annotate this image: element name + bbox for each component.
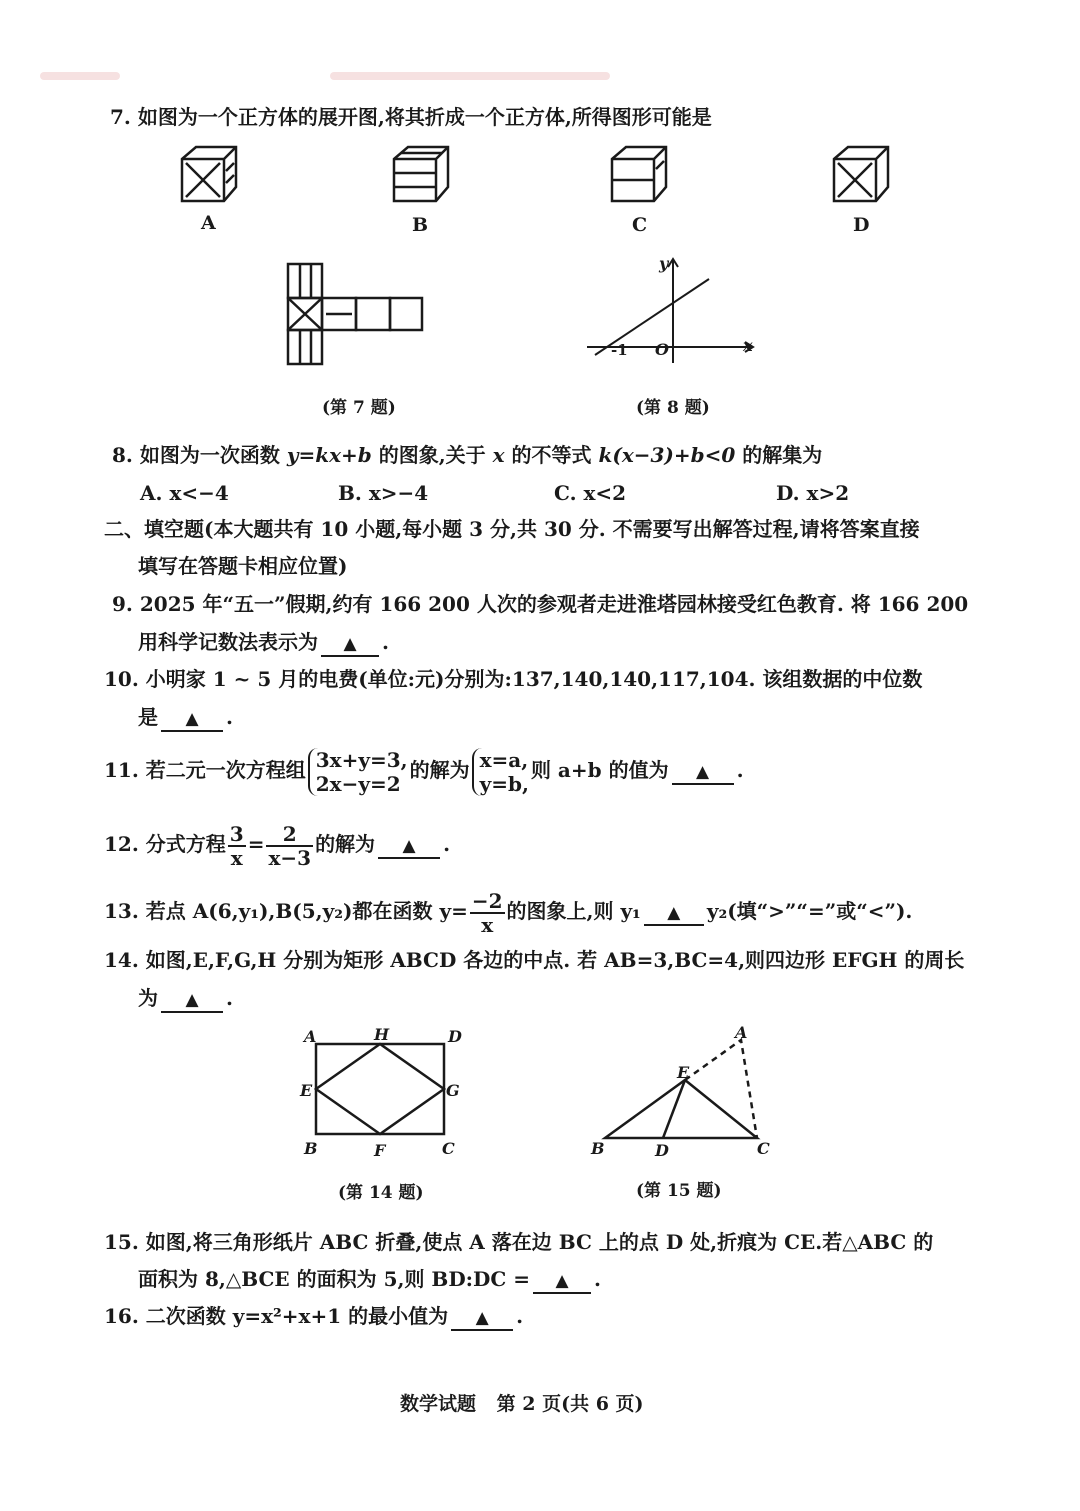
q15-label-c: C [757, 1139, 770, 1158]
q12-rhs-fraction [266, 823, 313, 869]
q12-lhs-den: x [230, 845, 243, 870]
q14-label-g: G [446, 1081, 460, 1100]
q7-cube-net [286, 262, 426, 366]
q15-end: . [594, 1267, 602, 1291]
q8-graph-x-label: x [743, 336, 753, 355]
q15-line1 [104, 1228, 933, 1256]
q14-label-b: B [304, 1139, 318, 1158]
q13-text-part: 的图象上,则 y₁ [506, 899, 641, 923]
q8-option-d: D. x>2 [776, 481, 850, 505]
section2-heading-cont: 填写在答题卡相应位置) [138, 554, 348, 578]
q15-number: 15. [104, 1230, 139, 1254]
q8-variable: x [492, 443, 505, 467]
q8-graph-y-label: y [659, 254, 669, 273]
q14-label-h: H [374, 1025, 390, 1044]
q12-lhs-num: 3 [229, 821, 244, 846]
scan-smear [40, 72, 120, 80]
q7-option-d-label: D [853, 214, 870, 236]
q7-cube-b [390, 145, 454, 205]
q8-option-b: B. x>−4 [338, 481, 429, 505]
q14-text-part: 为 [138, 986, 158, 1010]
q7-caption: (第 7 题) [322, 398, 396, 418]
q8-inequality: k(x−3)+b<0 [598, 443, 736, 467]
q8-graph [585, 255, 765, 365]
q9-text: 2025 年“五一”假期,约有 166 200 人次的参观者走进淮塔园林接受红色教育. 将 166 200 [139, 592, 969, 616]
q8-stem [112, 441, 822, 469]
q15-figure [585, 1022, 775, 1164]
q11-eq1: 3x+y=3, [315, 747, 408, 772]
q15-text-part: 面积为 8,△BCE 的面积为 5,则 BD:DC = [138, 1267, 531, 1291]
q15-label-d: D [655, 1141, 669, 1160]
q14-label-e: E [300, 1081, 313, 1100]
q11-solution-system [472, 748, 529, 796]
q7-cube-d [830, 145, 894, 205]
q8-graph-origin: O [655, 340, 669, 359]
answer-triangle-icon: ▲ [667, 903, 681, 923]
q11-equation-system [308, 748, 408, 796]
q11-sol2: y=b, [479, 771, 529, 796]
q11-end: . [736, 758, 744, 782]
q7-text: 如图为一个正方体的展开图,将其折成一个正方体,所得图形可能是 [137, 105, 712, 129]
q13-text-part: 若点 A(6,y₁),B(5,y₂)都在函数 y= [145, 899, 468, 923]
q12-number: 12. [104, 832, 139, 856]
q14-label-a: A [304, 1027, 317, 1046]
q12-equals: = [247, 832, 265, 856]
q8-caption: (第 8 题) [636, 398, 710, 418]
q9-text-part: 用科学记数法表示为 [138, 630, 318, 654]
q12-text-part: 分式方程 [145, 832, 226, 856]
q14-line1 [104, 946, 964, 974]
section2-heading: 二、填空题(本大题共有 10 小题,每小题 3 分,共 30 分. 不需要写出解答过程,请将答案直接 [104, 517, 920, 541]
q7-cube-a [178, 145, 242, 205]
q12-line [104, 818, 450, 870]
q16-end: . [516, 1304, 524, 1328]
q12-end: . [443, 832, 451, 856]
q16-number: 16. [104, 1304, 139, 1328]
q14-label-d: D [448, 1027, 462, 1046]
scan-smear [330, 72, 610, 80]
answer-triangle-icon: ▲ [343, 634, 357, 654]
q14-answer-blank[interactable] [161, 987, 223, 1013]
q10-number: 10. [104, 667, 139, 691]
q15-label-e: E [677, 1063, 690, 1082]
q11-number: 11. [104, 758, 139, 782]
q14-caption: (第 14 题) [338, 1183, 424, 1203]
q14-text: 如图,E,F,G,H 分别为矩形 ABCD 各边的中点. 若 AB=3,BC=4,则四边形 EFGH 的周长 [145, 948, 965, 972]
q10-answer-blank[interactable] [161, 706, 223, 732]
q12-answer-blank[interactable] [378, 833, 440, 859]
q7-option-b-label: B [412, 214, 429, 236]
answer-triangle-icon: ▲ [185, 990, 199, 1010]
q10-line1 [104, 665, 922, 693]
q14-figure [296, 1022, 476, 1164]
q8-stem-part: 如图为一次函数 [139, 443, 280, 467]
answer-triangle-icon: ▲ [185, 709, 199, 729]
q10-text: 小明家 1 ~ 5 月的电费(单位:元)分别为:137,140,140,117,104. 该组数据的中位数 [145, 667, 923, 691]
q8-option-a: A. x<−4 [140, 481, 229, 505]
answer-triangle-icon: ▲ [555, 1271, 569, 1291]
q14-line2 [138, 984, 233, 1013]
q11-answer-blank[interactable] [672, 759, 734, 785]
q10-end: . [226, 705, 233, 729]
q8-function: y=kx+b [286, 443, 372, 467]
q12-text-part: 的解为 [315, 832, 376, 856]
q11-sol1: x=a, [479, 747, 529, 772]
q7-option-a-label: A [201, 212, 216, 234]
q13-line [104, 885, 912, 937]
q9-line2 [138, 628, 389, 657]
footer-subject: 数学试题 [400, 1393, 477, 1415]
q15-line2 [138, 1265, 601, 1294]
q13-frac-den: x [481, 912, 494, 937]
q10-text-part: 是 [138, 705, 158, 729]
q13-number: 13. [104, 899, 139, 923]
q11-text-part: 则 a+b 的值为 [530, 758, 669, 782]
q8-stem-part: 的图象,关于 [378, 443, 486, 467]
q7-cube-c [608, 145, 672, 205]
q13-answer-blank[interactable] [644, 900, 704, 926]
q11-text-part: 若二元一次方程组 [145, 758, 306, 782]
q11-eq2: 2x−y=2 [315, 771, 401, 796]
answer-triangle-icon: ▲ [475, 1308, 489, 1328]
q14-label-c: C [442, 1139, 455, 1158]
q10-line2 [138, 703, 233, 732]
q13-frac-num: −2 [471, 888, 503, 913]
q8-graph-neg-one: -1 [611, 341, 628, 359]
q11-line [104, 744, 744, 796]
q16-answer-blank[interactable] [451, 1305, 513, 1331]
answer-triangle-icon: ▲ [402, 836, 416, 856]
q15-text: 如图,将三角形纸片 ABC 折叠,使点 A 落在边 BC 上的点 D 处,折痕为 CE.若△ABC 的 [145, 1230, 934, 1254]
q8-stem-part: 的解集为 [742, 443, 823, 467]
q13-text-part: y₂(填“>”“=”或“<”). [706, 899, 913, 923]
q14-label-f: F [374, 1141, 386, 1160]
q8-option-c: C. x<2 [554, 481, 627, 505]
q12-rhs-num: 2 [266, 823, 313, 847]
q7-option-c-label: C [632, 214, 648, 236]
q9-end: . [382, 630, 389, 654]
q14-end: . [226, 986, 233, 1010]
page-footer [400, 1390, 644, 1418]
q12-rhs-den: x−3 [268, 845, 312, 870]
q9-answer-blank[interactable] [321, 631, 379, 657]
q9-number: 9. [112, 592, 133, 616]
q8-number: 8. [112, 443, 133, 467]
q13-fraction [470, 890, 505, 936]
q7-stem [110, 103, 712, 131]
q16-text-part: 二次函数 y=x²+x+1 的最小值为 [145, 1304, 449, 1328]
answer-triangle-icon: ▲ [696, 762, 710, 782]
q7-number: 7. [110, 105, 131, 129]
q15-caption: (第 15 题) [636, 1181, 722, 1201]
q16-line [104, 1302, 523, 1331]
q12-lhs-fraction [228, 823, 246, 869]
footer-page-number: 第 2 页(共 6 页) [496, 1393, 644, 1415]
q15-answer-blank[interactable] [533, 1268, 591, 1294]
q9-line1 [112, 590, 968, 618]
q11-text-part: 的解为 [409, 758, 470, 782]
q14-number: 14. [104, 948, 139, 972]
q8-stem-part: 的不等式 [511, 443, 592, 467]
q15-label-b: B [591, 1139, 605, 1158]
q15-label-a: A [735, 1023, 748, 1042]
